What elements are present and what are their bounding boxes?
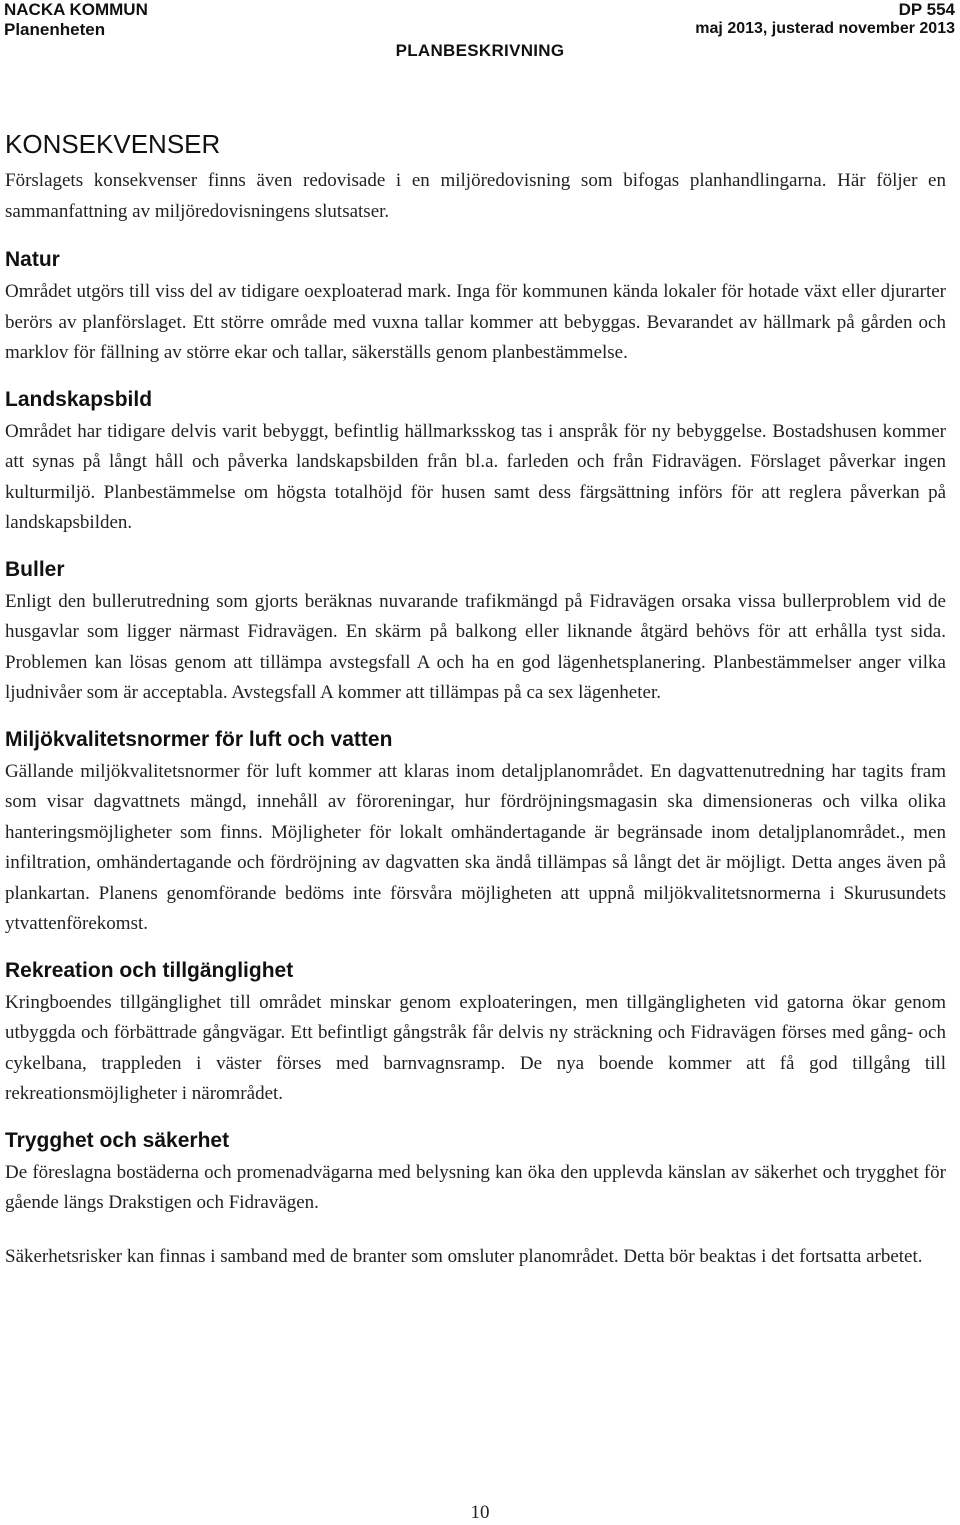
organization-name: NACKA KOMMUN (4, 0, 148, 19)
section-rekreation (5, 954, 946, 1110)
section-paragraph: Området har tidigare delvis varit bebyggt, befintlig hällmarksskog tas i anspråk för ny bebyggelse. Bostadshusen kommer att synas på långt håll och påverka landskapsbilden från bl.a. farleden och från Fidravägen. Förslaget påverkar ingen kulturmiljö. Planbestämmelse om högsta totalhöjd för husen samt dess färgsättning införs för att reglera påverkan på landskapsbilden. (5, 420, 946, 533)
section-heading: Landskapsbild (5, 387, 153, 411)
department-name: Planenheten (4, 20, 106, 39)
section-trygghet (5, 1124, 946, 1273)
intro-paragraph: Förslagets konsekvenser finns även redovisade i en miljöredovisning som bifogas planhandlingarna. Här följer en sammanfattning av miljöredovisningens slutsatser. (5, 170, 946, 222)
section-heading: Natur (5, 248, 60, 271)
page-number: 10 (470, 1502, 490, 1523)
section-paragraph: Gällande miljökvalitetsnormer för luft kommer att klaras inom detaljplanområdet. En dagvattenutredning har tagits fram som visar dagvattnets mängd, innehåll av föroreningar, hur fördröjningsmagasin ska dimensioneras och vilka olika hanteringsmöjligheter som finns. Möjligheter för lokalt omhändertagande är begränsade inom detaljplanområdet., men infiltration, omhändertagande och fördröjning av dagvatten ska ändå tillämpas så långt det är möjligt. Detta anges även på plankartan. Planens genomförande bedöms inte försvåra möjligheten att uppnå miljökvalitetsnormerna i Skurusundets ytvattenförekomst. (5, 760, 946, 934)
section-landskapsbild (5, 383, 946, 539)
page-content (5, 126, 946, 1286)
page-header (0, 0, 960, 62)
section-paragraph: Området utgörs till viss del av tidigare oexploaterad mark. Inga för kommunen kända lokaler för hotade växt eller djurarter berörs av planförslaget. Ett större område med vuxna tallar kommer att bebyggas. Bevarandet av hällmark på gården och marklov för fällning av större ekar och tallar, säkerställs genom planbestämmelse. (5, 281, 946, 363)
section-miljokvalitetsnormer (5, 723, 946, 940)
page-title: KONSEKVENSER (5, 129, 221, 159)
section-heading: Rekreation och tillgänglighet (5, 958, 294, 982)
section-natur (5, 243, 946, 369)
section-paragraph: Säkerhetsrisker kan finnas i samband med de branter som omsluter planområdet. Detta bör beaktas i det fortsatta arbetet. (5, 1245, 923, 1267)
section-heading: Trygghet och säkerhet (5, 1128, 230, 1152)
section-paragraph: Kringboendes tillgänglighet till området minskar genom exploateringen, men tillgängligheten vid gatorna ökar genom utbyggda och förbättrade gångvägar. Ett befintligt gångstråk får delvis ny sträckning och Fidravägen förses med gång- och cykelbana, trappleden i väster förses med barnvagnsramp. De nya boende kommer att få god tillgång till rekreationsmöjligheter i närområdet. (5, 991, 946, 1104)
document-title: PLANBESKRIVNING (395, 41, 565, 60)
section-paragraph: Enligt den bullerutredning som gjorts beräknas nuvarande trafikmängd på Fidravägen orsaka vissa bullerproblem vid de husgavlar som ligger närmast Fidravägen. En skärm på balkong eller liknande åtgärd behövs för att erhålla tyst sida. Problemen kan lösas genom att tillämpa avstegsfall A och ha en god lägenhetsplanering. Planbestämmelser anger vilka ljudnivåer som är acceptabla. Avstegsfall A kommer att tillämpas på ca sex lägenheter. (5, 590, 946, 703)
section-heading: Buller (5, 557, 65, 581)
section-paragraph: De föreslagna bostäderna och promenadvägarna med belysning kan öka den upplevda känslan av säkerhet och trygghet för gående längs Drakstigen och Fidravägen. (5, 1161, 946, 1213)
section-buller (5, 553, 946, 709)
document-date: maj 2013, justerad november 2013 (695, 20, 955, 37)
document-number: DP 554 (898, 0, 955, 19)
section-heading: Miljökvalitetsnormer för luft och vatten (5, 727, 393, 751)
